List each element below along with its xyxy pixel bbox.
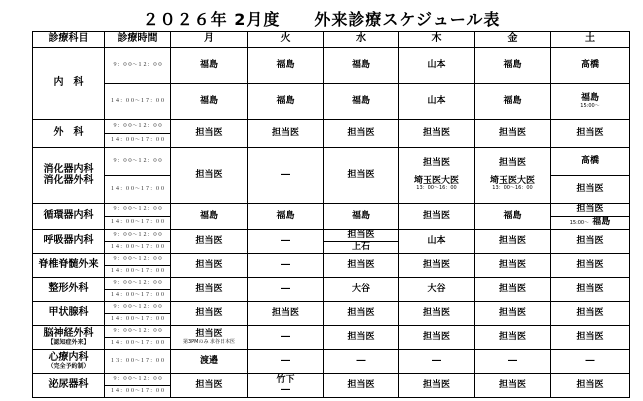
schedule-cell: 山本 [399,48,475,84]
schedule-cell: 担当医 [324,374,399,398]
schedule-table [32,31,630,398]
dept-shokaki [33,148,105,204]
dept-hinyoki: 泌尿器科 [33,374,105,398]
schedule-cell: 担当医 [399,204,475,230]
dept-geka: 外 科 [33,120,105,148]
time-cell: １４：００～１７：００ [105,134,171,148]
schedule-cell [248,374,324,398]
schedule-cell: 担当医 [324,302,399,326]
table-row [33,254,630,266]
schedule-cell: 担当医 [324,148,399,204]
schedule-cell: 髙橋 [551,148,630,176]
schedule-cell: 担当医 [551,278,630,302]
dept-name: 脳神経外科 [43,328,94,340]
schedule-cell: 山本 [399,230,475,254]
time-cell: １４：００～１７：００ [105,266,171,278]
table-row [33,326,630,338]
schedule-cell: 福島 [324,84,399,120]
time-cell: ９：００～１２：００ [105,278,171,290]
time-cell: ９：００～１２：００ [105,148,171,176]
schedule-cell: 担当医 [171,278,248,302]
table-row [33,148,630,176]
page-title: ２０２６年 2月度 外来診療スケジュール表 [142,10,501,29]
doctor-name: 担当医 [498,158,526,169]
time-cell: ９：００～１２：００ [105,326,171,338]
schedule-cell: 担当医 [324,120,399,148]
dept-kojosen: 甲状腺科 [33,302,105,326]
dept-naika: 内 科 [33,48,105,120]
schedule-cell: 担当医 [399,302,475,326]
header-day-thu: 木 [399,32,475,48]
time-cell: ９：００～１２：００ [105,48,171,84]
time-cell: １４：００～１７：００ [105,290,171,302]
header-time: 診療時間 [105,32,171,48]
table-row [33,120,630,134]
schedule-cell: 福島 [171,48,248,84]
time-cell: １４：００～１７：００ [105,217,171,230]
schedule-cell: ― [248,350,324,374]
dept-name-line2: 消化器外科 [43,174,94,186]
schedule-cell: 担当医 [171,254,248,278]
schedule-cell: ― [248,230,324,254]
doctor-name: ― [281,384,290,395]
schedule-cell: 大谷 [399,278,475,302]
schedule-cell: ― [248,326,324,350]
header-day-wed: 水 [324,32,399,48]
schedule-cell: 担当医 [324,326,399,350]
schedule-cell [475,148,551,204]
schedule-cell: ― [324,350,399,374]
time-cell: ９：００～１２：００ [105,302,171,314]
schedule-cell: 担当医 [551,254,630,278]
schedule-cell [171,326,248,350]
schedule-cell: 担当医 [248,120,324,148]
dept-noshinkei [33,326,105,350]
schedule-cell: 担当医 [171,230,248,254]
schedule-cell: ― [248,278,324,302]
schedule-cell: 担当医 [248,302,324,326]
schedule-cell: 福島 [171,84,248,120]
time-cell: １４：００～１７：００ [105,386,171,398]
header-day-tue: 火 [248,32,324,48]
table-row [33,230,630,242]
dept-sub-label: 【認知症外来】 [47,338,90,346]
schedule-cell: ― [248,254,324,278]
doctor-name: 担当医 [195,329,223,340]
schedule-cell: 担当医 [171,148,248,204]
table-row [33,278,630,290]
schedule-cell: 担当医 [171,120,248,148]
time-cell: ９：００～１２：００ [105,254,171,266]
schedule-cell: ― [551,350,630,374]
schedule-cell: 福島 [475,84,551,120]
schedule-cell: 福島 [324,48,399,84]
doctor-name: 福島 [592,217,611,228]
time-cell: １４：００～１７：００ [105,242,171,254]
schedule-cell: 担当医 [399,254,475,278]
schedule-cell [551,84,630,120]
dept-sekitsui: 脊椎脊髄外来 [33,254,105,278]
time-cell: ９：００～１２：００ [105,204,171,217]
schedule-cell: 担当医 [551,326,630,350]
schedule-cell: 福島 [248,84,324,120]
schedule-cell: ― [399,350,475,374]
schedule-cell: 担当医 [171,374,248,398]
time-cell: １３：００～１７：００ [105,350,171,374]
table-row [33,204,630,217]
dept-name: 心療内科 [48,352,89,364]
time-cell: ９：００～１２：００ [105,374,171,386]
time-cell: ９：００～１２：００ [105,230,171,242]
schedule-cell: 担当医 [551,204,630,217]
table-row [33,84,630,120]
schedule-cell: 渡邉 [171,350,248,374]
schedule-cell: 担当医 [475,254,551,278]
schedule-cell: 担当医 [475,278,551,302]
schedule-cell: 担当医 [399,326,475,350]
schedule-cell: 担当医 [324,254,399,278]
schedule-cell: 福島 [171,204,248,230]
dept-name-line1: 消化器内科 [43,164,94,175]
header-row [33,32,630,48]
schedule-cell: 担当医 [475,326,551,350]
schedule-cell [399,148,475,204]
dept-seikei: 整形外科 [33,278,105,302]
schedule-cell: 福島 [475,48,551,84]
dept-shinryo [33,350,105,374]
schedule-cell: 山本 [399,84,475,120]
schedule-cell: 担当医 [551,176,630,204]
time-cell: １４：００～１７：００ [105,338,171,350]
schedule-cell: 担当医 [171,302,248,326]
schedule-cell: 担当医 [551,120,630,148]
schedule-cell: 担当医 [551,302,630,326]
schedule-cell: 上石 [324,242,399,254]
schedule-cell: 大谷 [324,278,399,302]
header-day-fri: 金 [475,32,551,48]
time-note: 13：00～16：00 [492,185,533,192]
header-day-mon: 月 [171,32,248,48]
header-day-sat: 土 [551,32,630,48]
schedule-cell: 担当医 [324,230,399,242]
time-cell: ９：００～１２：００ [105,120,171,134]
table-row [33,302,630,314]
schedule-cell: 担当医 [551,374,630,398]
schedule-cell: 髙橋 [551,48,630,84]
time-note: 13：00～16：00 [416,185,457,192]
table-row [33,48,630,84]
doctor-name: 福島 [580,93,599,104]
time-note: 15:00～ [569,220,590,227]
schedule-cell: 担当医 [475,302,551,326]
schedule-cell: 担当医 [399,374,475,398]
schedule-cell: 担当医 [399,120,475,148]
time-cell: １４：００～１７：００ [105,314,171,326]
header-dept: 診療科目 [33,32,105,48]
schedule-cell: ― [475,350,551,374]
time-note: 15:00～ [580,102,600,109]
schedule-cell: 福島 [324,204,399,230]
doctor-name: 担当医 [422,158,450,169]
schedule-cell: 福島 [248,48,324,84]
table-row [33,350,630,374]
time-cell: １４：００～１７：００ [105,176,171,204]
schedule-cell: 福島 [248,204,324,230]
schedule-cell: ― [248,148,324,204]
schedule-cell [551,217,630,230]
doctor-name: 竹下 [276,375,295,386]
time-note: 第3PMのみ 求谷日本医 [182,338,236,345]
table-row [33,374,630,386]
schedule-cell: 担当医 [475,120,551,148]
schedule-cell: 担当医 [551,230,630,254]
dept-kokyuki: 呼吸器内科 [33,230,105,254]
schedule-cell: 福島 [475,204,551,230]
dept-junkanki: 循環器内科 [33,204,105,230]
schedule-cell: 担当医 [475,230,551,254]
dept-sub-label: （完全予約制） [47,362,90,370]
schedule-cell: 担当医 [475,374,551,398]
doctor-name: 埼玉医大医 [413,175,459,186]
doctor-name: 埼玉医大医 [489,175,535,186]
time-cell: １４：００～１７：００ [105,84,171,120]
